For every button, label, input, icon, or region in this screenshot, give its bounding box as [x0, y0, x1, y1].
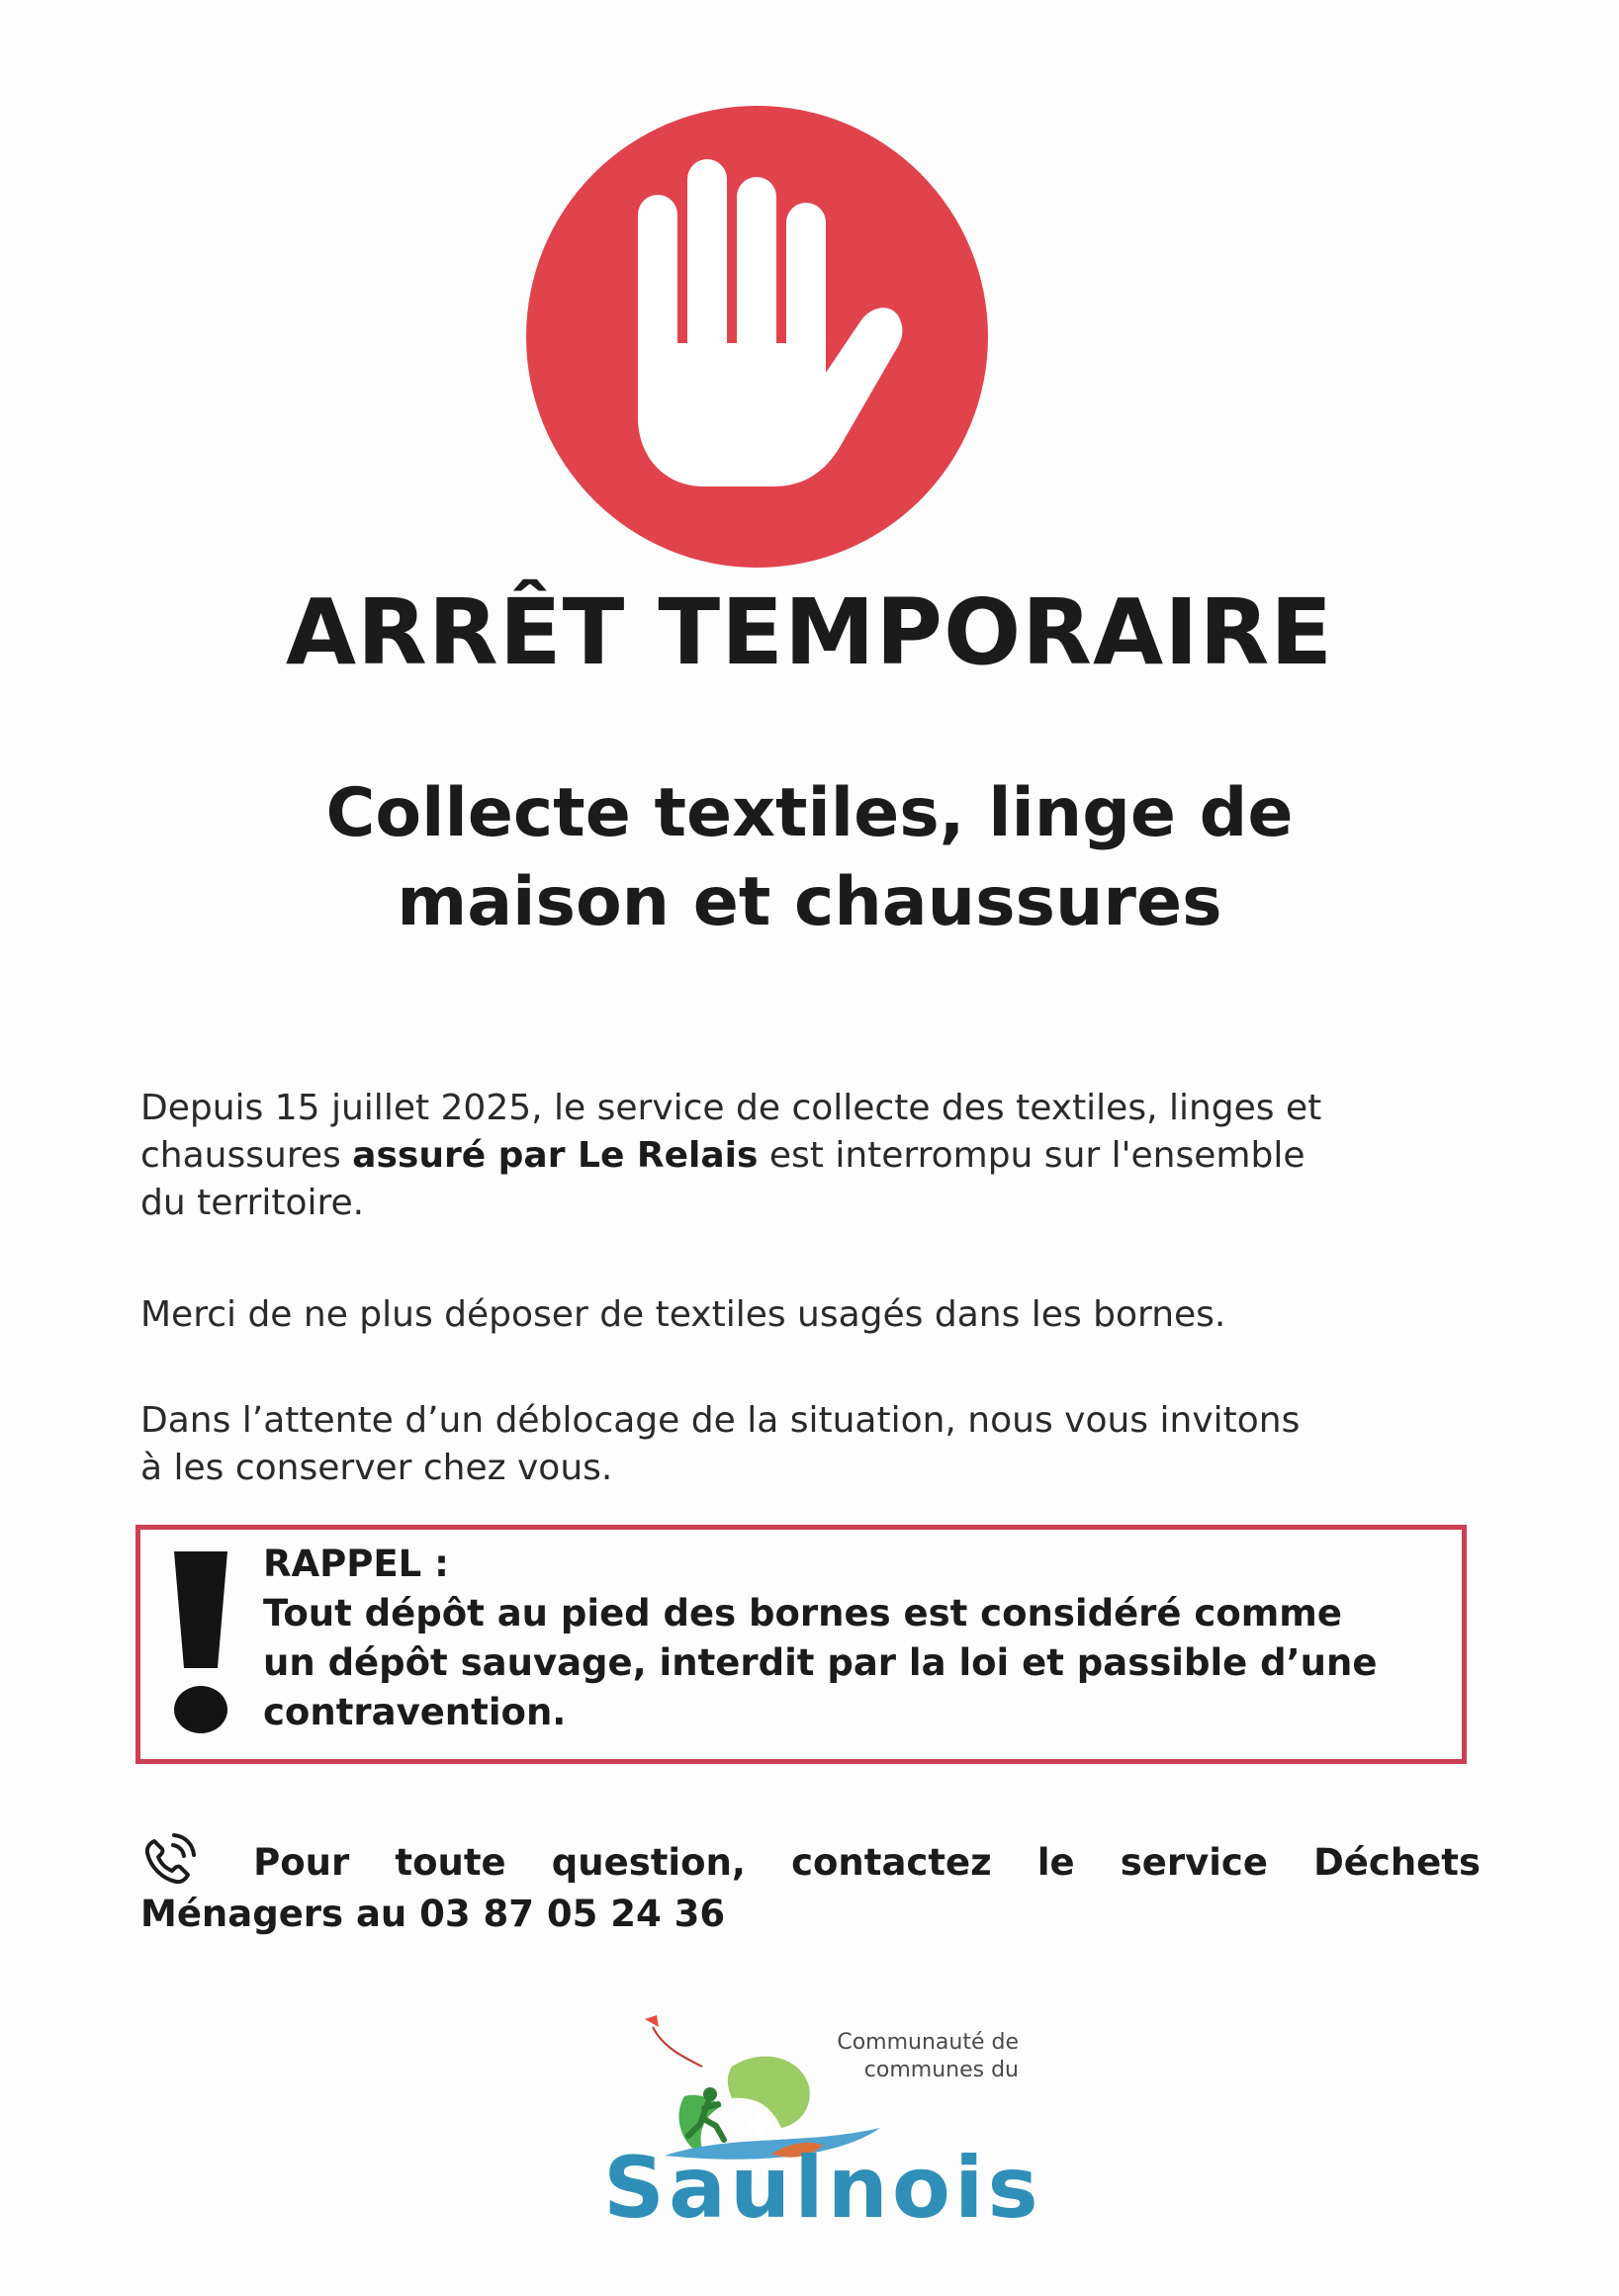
subtitle-line-2: maison et chaussures	[397, 863, 1222, 942]
contact-phone-number: Ménagers au 03 87 05 24 36	[140, 1893, 726, 1935]
phone-icon	[140, 1831, 198, 1889]
contact-word: Pour	[253, 1841, 350, 1884]
paragraph-line: à les conserver chez vous.	[140, 1448, 613, 1488]
paragraph-keep-at-home	[140, 1397, 1485, 1492]
paragraph-interruption	[140, 1085, 1485, 1227]
contact-word: service	[1120, 1841, 1268, 1884]
rappel-text	[263, 1540, 1460, 1737]
subtitle-line-1: Collecte textiles, linge de	[325, 774, 1294, 852]
paragraph-line	[140, 1132, 1485, 1180]
contact-word: question,	[551, 1841, 746, 1884]
text-fragment: est interrompu sur l'ensemble	[758, 1135, 1305, 1176]
rappel-box	[135, 1525, 1467, 1764]
stop-hand-icon	[526, 106, 988, 568]
contact-word: Déchets	[1313, 1841, 1481, 1884]
paragraph-line: Merci de ne plus déposer de textiles usagés dans les bornes.	[140, 1294, 1226, 1335]
notice-subtitle	[0, 769, 1619, 948]
logo-caption-line: Communauté de	[837, 2030, 1019, 2055]
saulnois-logo	[593, 2007, 1042, 2254]
logo-caption-line: communes du	[863, 2058, 1019, 2082]
exclamation-icon	[166, 1551, 235, 1739]
rappel-line: un dépôt sauvage, interdit par la loi et passible d’une	[263, 1641, 1378, 1684]
text-fragment: chaussures	[140, 1135, 353, 1176]
paragraph-line: du territoire.	[140, 1183, 365, 1223]
logo-caption	[801, 2029, 1019, 2084]
contact-word: toute	[395, 1841, 506, 1884]
operator-name: assuré par Le Relais	[352, 1135, 759, 1176]
rappel-line: Tout dépôt au pied des bornes est considéré comme	[263, 1592, 1342, 1634]
paragraph-line: Depuis 15 juillet 2025, le service de collecte des textiles, linges et	[140, 1088, 1322, 1128]
logo-name: Saulnois	[603, 2139, 1042, 2238]
rappel-label: RAPPEL :	[263, 1543, 449, 1585]
contact-word: le	[1036, 1841, 1075, 1884]
paragraph-no-deposit	[140, 1291, 1485, 1339]
contact-line-1	[140, 1831, 1481, 1889]
rappel-line: contravention.	[263, 1691, 567, 1733]
contact-info	[140, 1831, 1481, 1940]
paragraph-line: Dans l’attente d’un déblocage de la situation, nous vous invitons	[140, 1400, 1301, 1441]
notice-title: ARRÊT TEMPORAIRE	[285, 579, 1334, 685]
contact-word: contactez	[791, 1841, 992, 1884]
